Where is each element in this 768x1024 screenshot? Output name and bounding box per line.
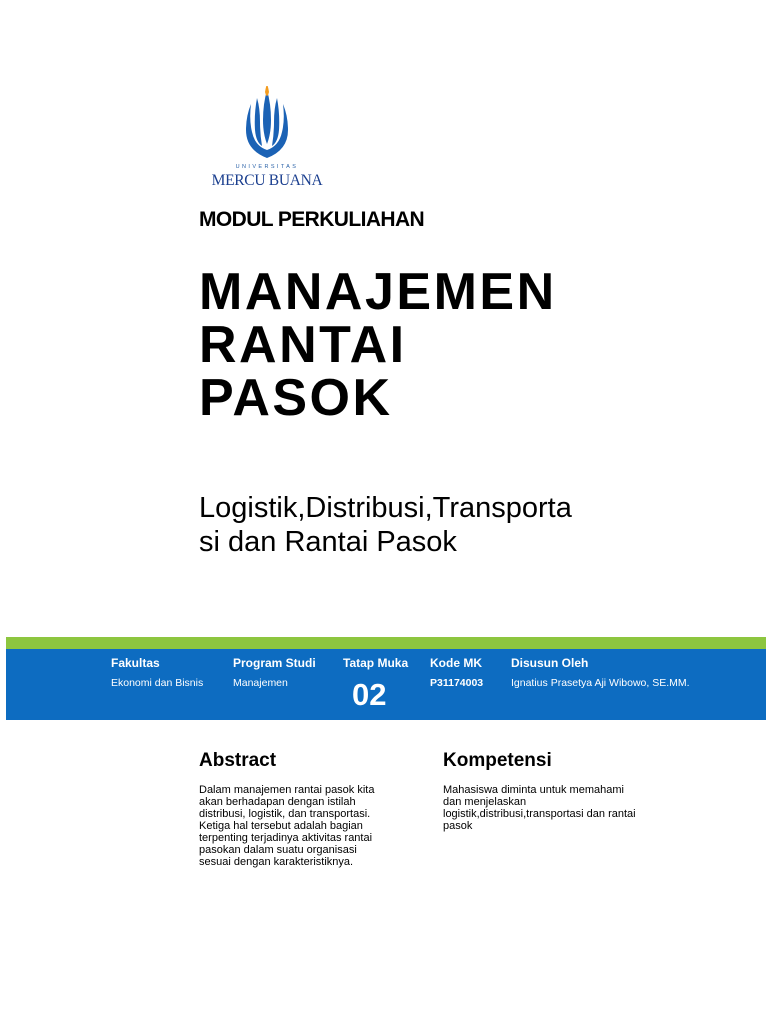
program-studi-label: Program Studi: [233, 656, 316, 670]
kompetensi-line: logistik,distribusi,transportasi dan rantai: [443, 808, 636, 820]
kompetensi-line: Mahasiswa diminta untuk memahami: [443, 784, 624, 796]
main-title-line: RANTAI: [199, 316, 407, 374]
abstract-body: [199, 784, 374, 868]
university-logo: [199, 86, 335, 194]
abstract-line: Dalam manajemen rantai pasok kita: [199, 784, 375, 796]
module-label: MODUL PERKULIAHAN: [199, 208, 425, 231]
disusun-oleh-value: Ignatius Prasetya Aji Wibowo, SE.MM.: [511, 677, 690, 689]
program-studi-value: Manajemen: [233, 677, 288, 689]
logo-university-name: MERCU BUANA: [211, 172, 323, 189]
subtitle-line: si dan Rantai Pasok: [199, 526, 457, 558]
fakultas-value: Ekonomi dan Bisnis: [111, 677, 204, 689]
kompetensi-line: dan menjelaskan: [443, 796, 527, 808]
abstract-line: terpenting terjadinya aktivitas rantai: [199, 832, 373, 844]
kompetensi-heading: Kompetensi: [443, 750, 552, 771]
main-title: [199, 263, 739, 427]
abstract-line: pasokan dalam suatu organisasi: [199, 844, 357, 856]
kompetensi-body: [443, 784, 636, 832]
logo-universitas-text: UNIVERSITAS: [235, 164, 299, 170]
green-accent-strip: [6, 637, 766, 649]
tatap-muka-label: Tatap Muka: [343, 656, 409, 670]
kompetensi-line: pasok: [443, 820, 473, 832]
abstract-line: Ketiga hal tersebut adalah bagian: [199, 820, 363, 832]
disusun-oleh-label: Disusun Oleh: [511, 656, 589, 670]
subtitle: [199, 491, 719, 559]
abstract-line: distribusi, logistik, dan transportasi.: [199, 808, 371, 820]
mercu-buana-emblem-icon: [199, 86, 335, 166]
main-title-line: MANAJEMEN: [199, 263, 557, 321]
abstract-heading: Abstract: [199, 750, 277, 771]
course-info-bar: [6, 649, 766, 720]
kode-mk-label: Kode MK: [430, 656, 482, 670]
main-title-line: PASOK: [199, 369, 393, 427]
abstract-line: sesuai dengan karakteristiknya.: [199, 856, 354, 868]
abstract-line: akan berhadapan dengan istilah: [199, 796, 356, 808]
kode-mk-value: P31174003: [430, 677, 484, 689]
tatap-muka-value: 02: [352, 677, 387, 712]
fakultas-label: Fakultas: [111, 656, 160, 670]
subtitle-line: Logistik,Distribusi,Transporta: [199, 492, 572, 524]
